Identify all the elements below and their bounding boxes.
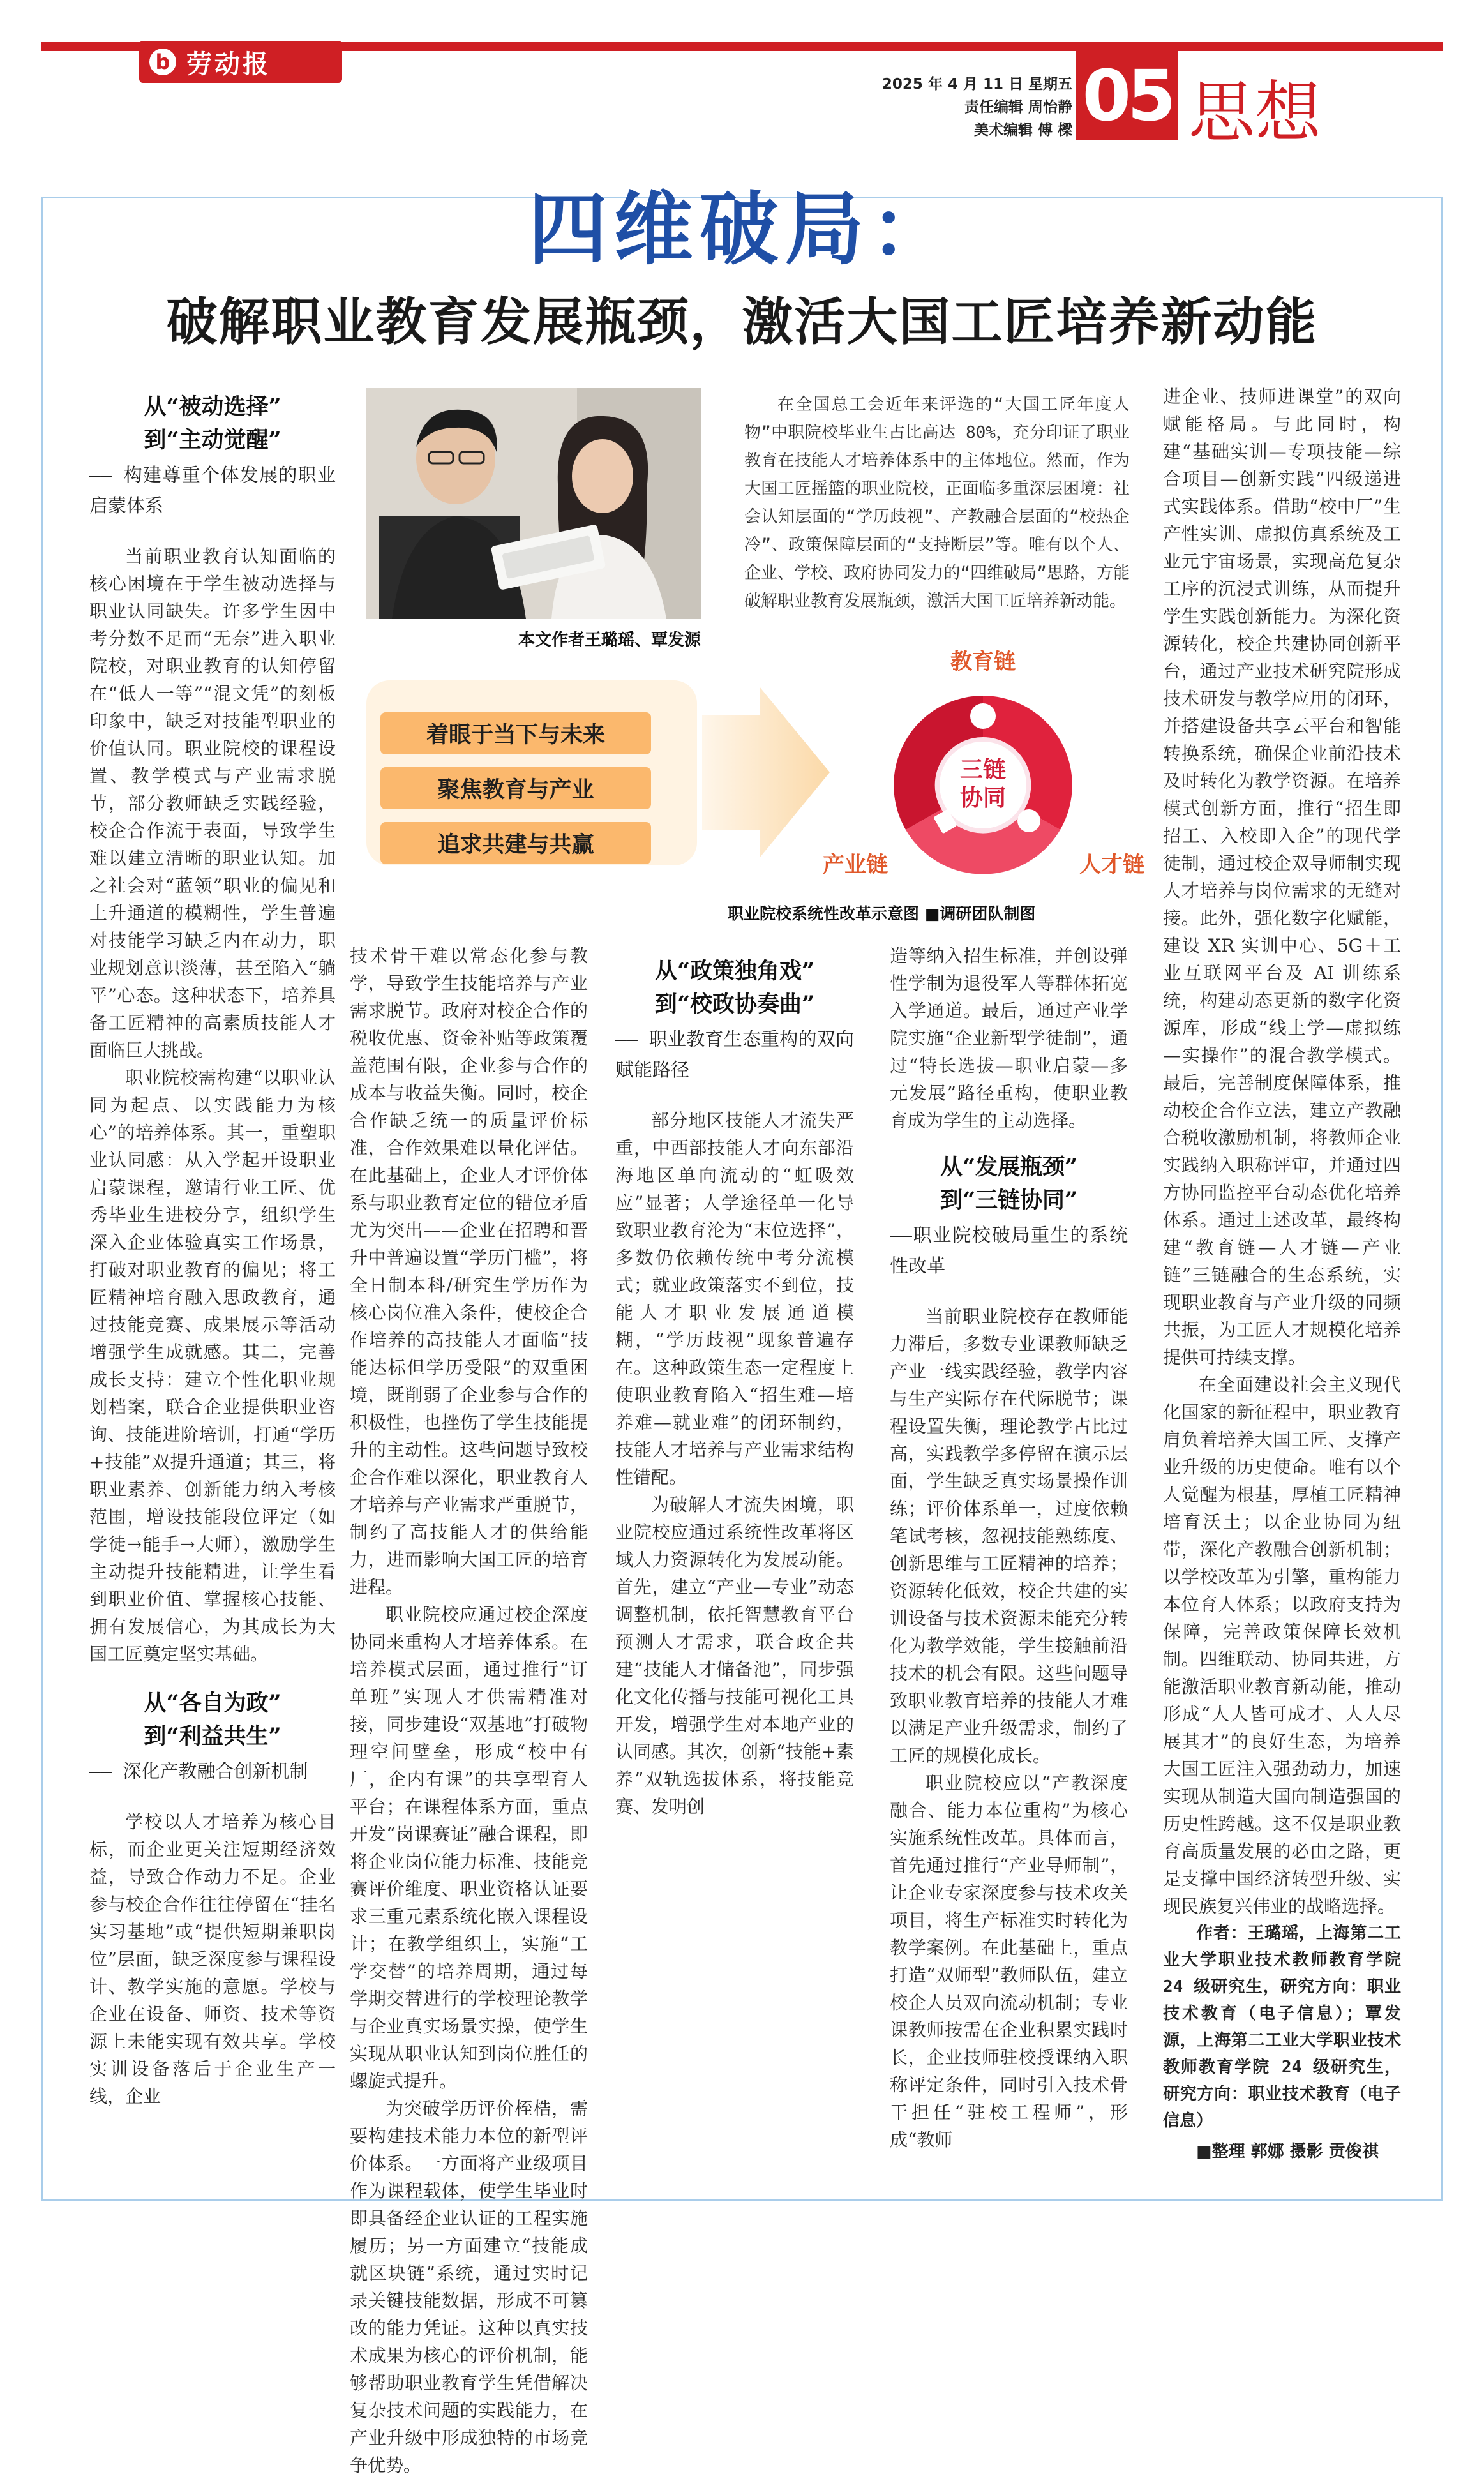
section1-paragraph: 当前职业教育认知面临的核心困境在于学生被动选择与职业认同缺失。许多学生因中考分数不足而“无奈”进入职业院校，对职业教育的认知停留在“低人一等”“混文凭”的刻板印象中，缺乏对技能型职业的价值认同。职业院校的课程设置、教学模式与产业需求脱节，部分教师缺乏实践经验，校企合作流于表面，导致学生难以建立清晰的职业认知。加之社会对“蓝领”职业的偏见和上升通道的模糊性，学生普遍对技能学习缺乏内在动力，职业规划意识淡薄，甚至陷入“躺平”心态。这种状态下，培养具备工匠精神的高素质技能人才面临巨大挑战。 xyxy=(89,546,336,1061)
column-4 xyxy=(890,942,1128,2153)
section4-paragraph: 进企业、技师进课堂”的双向赋能格局。与此同时，构建“基础实训—专项技能—综合项目—创新实践”四级递进式实践体系。借助“校中厂”生产性实训、虚拟仿真系统及工业元宇宙场景，实现高危复杂工序的沉浸式训练，从而提升学生实践创新能力。为深化资源转化，校企共建协同创新平台，通过产业技术研究院形成技术研发与教学应用的闭环，并搭建设备共享云平台和智能转换系统，确保企业前沿技术及时转化为教学资源。在培养模式创新方面，推行“招生即招工、入校即入企”的现代学徒制，通过校企双导师制实现人才培养与岗位需求的无缝对接。此外，强化数字化赋能，建设 XR 实训中心、5G＋工业互联网平台及 AI 训练系统，构建动态更新的数字化资源库，形成“线上学—虚拟练—实操作”的混合教学模式。最后，完善制度保障体系，推动校企合作立法，建立产教融合税收激励机制，将教师企业实践纳入职称评审，并通过四方协同监控平台动态优化培养体系。通过上述改革，最终构建“教育链—人才链—产业链”三链融合的生态系统，实现职业教育与产业升级的同频共振，为工匠人才规模化培养提供可持续支撑。 xyxy=(1163,386,1401,1368)
chain-label-education: 教育链 xyxy=(950,649,1016,675)
section1-subtitle: —— 构建尊重个体发展的职业启蒙体系 xyxy=(89,464,336,516)
logo-text: 劳动报 xyxy=(186,49,271,79)
section4-title-line1: 从“发展瓶颈” xyxy=(940,1154,1078,1180)
section4-title-line2: 到“三链协同” xyxy=(940,1187,1078,1213)
section2-paragraph: 学校以人才培养为核心目标，而企业更关注短期经济效益，导致合作动力不足。企业参与校企合作往往停留在“挂名实习基地”或“提供短期兼职岗位”层面，缺乏深度参与课程设计、教学实施的意愿。学校与企业在设备、师资、技术等资源上未能实现有效共享。学校实训设备落后于企业生产一线，企业 xyxy=(89,1811,336,2107)
diagram-center-line1: 三链 xyxy=(959,757,1007,783)
section2-title-line2: 到“利益共生” xyxy=(144,1723,281,1749)
headline-sub: 破解职业教育发展瓶颈，激活大国工匠培养新动能 xyxy=(166,292,1318,352)
responsible-editor: 责任编辑 周怡静 xyxy=(964,99,1072,116)
section-name: 思想 xyxy=(1188,73,1322,151)
photo-caption: 本文作者王璐瑶、覃发源 xyxy=(518,631,701,650)
section3-subtitle: —— 职业教育生态重构的双向赋能路径 xyxy=(615,1028,854,1081)
column-3 xyxy=(615,942,854,1820)
section3-heading xyxy=(615,955,854,1021)
section2-paragraph: 为突破学历评价桎梏，需要构建技术能力本位的新型评价体系。一方面将产业级项目作为课程载体，使学生毕业时即具备经企业认证的工程实施履历；另一方面建立“技能成就区块链”系统，通过实时记录关键技能数据，形成不可篡改的能力凭证。这种以真实技术成果为核心的评价机制，能够帮助职业教育学生凭借解决复杂技术问题的实践能力，在产业升级中形成独特的市场竞争优势。 xyxy=(350,2098,588,2476)
section1-title-line2: 到“主动觉醒” xyxy=(144,427,281,453)
author-byline: 作者：王璐瑶，上海第二工业大学职业技术教师教育学院 24 级研究生，研究方向：职业技术教育（电子信息）；覃发源，上海第二工业大学职业技术教师教育学院 24 级研究生，研究方向：职业技术教育（电子信息） xyxy=(1163,1924,1401,2131)
section1-heading xyxy=(89,391,336,457)
page-number: 05 xyxy=(1082,55,1173,137)
author-photo-illustration xyxy=(366,388,701,619)
column-5 xyxy=(1163,383,1401,2162)
section2-paragraph: 技术骨干难以常态化参与教学，导致学生技能培养与产业需求脱节。政府对校企合作的税收优惠、资金补贴等政策覆盖范围有限，企业参与合作的成本与收益失衡。同时，校企合作缺乏统一的质量评价标准，合作效果难以量化评估。在此基础上，企业人才评价体系与职业教育定位的错位矛盾尤为突出——企业在招聘和晋升中普遍设置“学历门槛”，将全日制本科/研究生学历作为核心岗位准入条件，使校企合作培养的高技能人才面临“技能达标但学历受限”的双重困境，既削弱了企业参与合作的积极性，也挫伤了学生技能提升的主动性。这些问题导致校企合作难以深化，职业教育人才培养与产业需求严重脱节，制约了高技能人才的供给能力，进而影响大国工匠的培育进程。 xyxy=(350,945,588,1598)
diagram-pill: 着眼于当下与未来 xyxy=(380,712,651,754)
section1-title-line1: 从“被动选择” xyxy=(144,394,281,420)
edition-info xyxy=(881,73,1072,142)
section4-heading xyxy=(890,1151,1128,1217)
school-icon xyxy=(970,703,996,729)
newspaper-logo xyxy=(139,41,342,83)
photo-credit: ■整理 郭娜 摄影 贡俊祺 xyxy=(1196,2142,1379,2161)
chain-label-industry: 产业链 xyxy=(823,852,888,878)
section3-paragraph: 为破解人才流失困境，职业院校应通过系统性改革将区域人力资源转化为发展动能。首先，建立“产业—专业”动态调整机制，依托智慧教育平台预测人才需求，联合政企共建“技能人才储备池”，同步强化文化传播与技能可视化工具开发，增强学生对本地产业的认同感。其次，创新“技能+素养”双轨选拔体系，将技能竞赛、发明创 xyxy=(615,1494,854,1817)
column-2 xyxy=(350,942,588,2479)
issue-date: 2025 年 4 月 11 日 星期五 xyxy=(881,76,1072,93)
talent-icon xyxy=(1017,809,1040,832)
headline-main: 四维破局： xyxy=(528,183,956,276)
chain-label-talent: 人才链 xyxy=(1079,852,1144,878)
section3-title-line1: 从“政策独角戏” xyxy=(654,958,815,984)
diagram-pill: 追求共建与共赢 xyxy=(380,822,651,864)
diagram-pill: 聚焦教育与产业 xyxy=(380,767,651,809)
section3-title-line2: 到“校政协奏曲” xyxy=(654,991,815,1017)
page-number-box xyxy=(1076,51,1178,140)
diagram-arrow xyxy=(702,687,830,858)
section2-heading xyxy=(89,1687,336,1753)
section3-paragraph: 造等纳入招生标准，并创设弹性学制为退役军人等群体拓宽入学通道。最后，通过产业学院实施“企业新型学徒制”，通过“特长选拔—职业启蒙—多元发展”路径重构，使职业教育成为学生的主动选择。 xyxy=(890,945,1128,1131)
section4-paragraph: 当前职业院校存在教师能力滞后，多数专业课教师缺乏产业一线实践经验，教学内容与生产实际存在代际脱节；课程设置失衡，理论教学占比过高，实践教学多停留在演示层面，学生缺乏真实场景操作训练；评价体系单一，过度依赖笔试考核，忽视技能熟练度、创新思维与工匠精神的培养；资源转化低效，校企共建的实训设备与技术资源未能充分转化为教学效能，学生接触前沿技术的机会有限。这些问题导致职业教育培养的技能人才难以满足产业升级需求，制约了工匠的规模化成长。 xyxy=(890,1306,1128,1766)
author-photo xyxy=(366,388,701,619)
section2-title-line1: 从“各自为政” xyxy=(144,1690,281,1716)
section2-subtitle: —— 深化产教融合创新机制 xyxy=(89,1760,308,1782)
logo-mark-icon: b xyxy=(149,49,176,75)
section4-paragraph: 在全面建设社会主义现代化国家的新征程中，职业教育肩负着培养大国工匠、支撑产业升级的历史使命。唯有以个人觉醒为根基，厚植工匠精神培育沃土；以企业协同为纽带，深化产教融合创新机制；以学校改革为引擎，重构能力本位育人体系；以政府支持为保障，完善政策保障长效机制。四维联动、协同共进，方能激活职业教育新动能，推动形成“人人皆可成才、人人尽展其才”的良好生态，为培养大国工匠注入强劲动力，加速实现从制造大国向制造强国的历史性跨越。这不仅是职业教育高质量发展的必由之路，更是支撑中国经济转型升级、实现民族复兴伟业的战略选择。 xyxy=(1163,1374,1401,1917)
section1-paragraph: 职业院校需构建“以职业认同为起点、以实践能力为核心”的培养体系。其一，重塑职业认同感：从入学起开设职业启蒙课程，邀请行业工匠、优秀毕业生进校分享，组织学生深入企业体验真实工作场景，打破对职业教育的偏见；将工匠精神培育融入思政教育，通过技能竞赛、成果展示等活动增强学生成就感。其二，完善成长支持：建立个性化职业规划档案，联合企业提供职业咨询、技能进阶培训，打通“学历+技能”双提升通道；其三，将职业素养、创新能力纳入考核范围，增设技能段位评定（如学徒→能手→大师），激励学生主动提升技能精进，让学生看到职业价值、掌握核心技能、拥有发展信心，为其成长为大国工匠奠定坚实基础。 xyxy=(89,1067,336,1665)
diagram-caption: 职业院校系统性改革示意图 ■调研团队制图 xyxy=(728,904,1036,923)
column-1 xyxy=(89,391,336,2110)
art-editor: 美术编辑 傅 樑 xyxy=(973,122,1072,139)
lead-paragraph: 在全国总工会近年来评选的“大国工匠年度人物”中职院校毕业生占比高达 80%，充分印证了职业教育在技能人才培养体系中的主体地位。然而，作为大国工匠摇篮的职业院校，正面临多重深层困境：社会认知层面的“学历歧视”、产教融合层面的“校热企冷”、政策保障层面的“支持断层”等。唯有以个人、企业、学校、政府协同发力的“四维破局”思路，方能破解职业教育发展瓶颈，激活大国工匠培养新动能。 xyxy=(744,395,1130,611)
section3-paragraph: 部分地区技能人才流失严重，中西部技能人才向东部沿海地区单向流动的“虹吸效应”显著；人学途径单一化导致职业教育沦为“末位选择”，多数仍依赖传统中考分流模式；就业政策落实不到位，技能人才职业发展通道模糊，“学历歧视”现象普遍存在。这种政策生态一定程度上使职业教育陷入“招生难—培养难—就业难”的闭环制约，技能人才培养与产业需求结构性错配。 xyxy=(615,1110,854,1488)
section4-paragraph: 职业院校应以“产教深度融合、能力本位重构”为核心实施系统性改革。具体而言，首先通过推行“产业导师制”，让企业专家深度参与技术攻关项目，将生产标准实时转化为教学案例。在此基础上，重点打造“双师型”教师队伍，建立校企人员双向流动机制；专业课教师按需在企业积累实践时长，企业技师驻校授课纳入职称评定条件，同时引入技术骨干担任“驻校工程师”，形成“教师 xyxy=(890,1772,1128,2150)
diagram-center-line2: 协同 xyxy=(959,785,1007,811)
section4-subtitle: ——职业院校破局重生的系统性改革 xyxy=(890,1224,1128,1277)
three-chain-diagram xyxy=(702,645,1174,900)
section2-paragraph: 职业院校应通过校企深度协同来重构人才培养体系。在培养模式层面，通过推行“订单班”实现人才供需精准对接，同步建设“双基地”打破物理空间壁垒，形成“校中有厂，企内有课”的共享型育人平台；在课程体系方面，重点开发“岗课赛证”融合课程，即将企业岗位能力标准、技能竞赛评价维度、职业资格认证要求三重元素系统化嵌入课程设计；在教学组织上，实施“工学交替”的培养周期，通过每学期交替进行的学校理论教学与企业真实场景实操，使学生实现从职业认知到岗位胜任的螺旋式提升。 xyxy=(350,1604,588,2092)
